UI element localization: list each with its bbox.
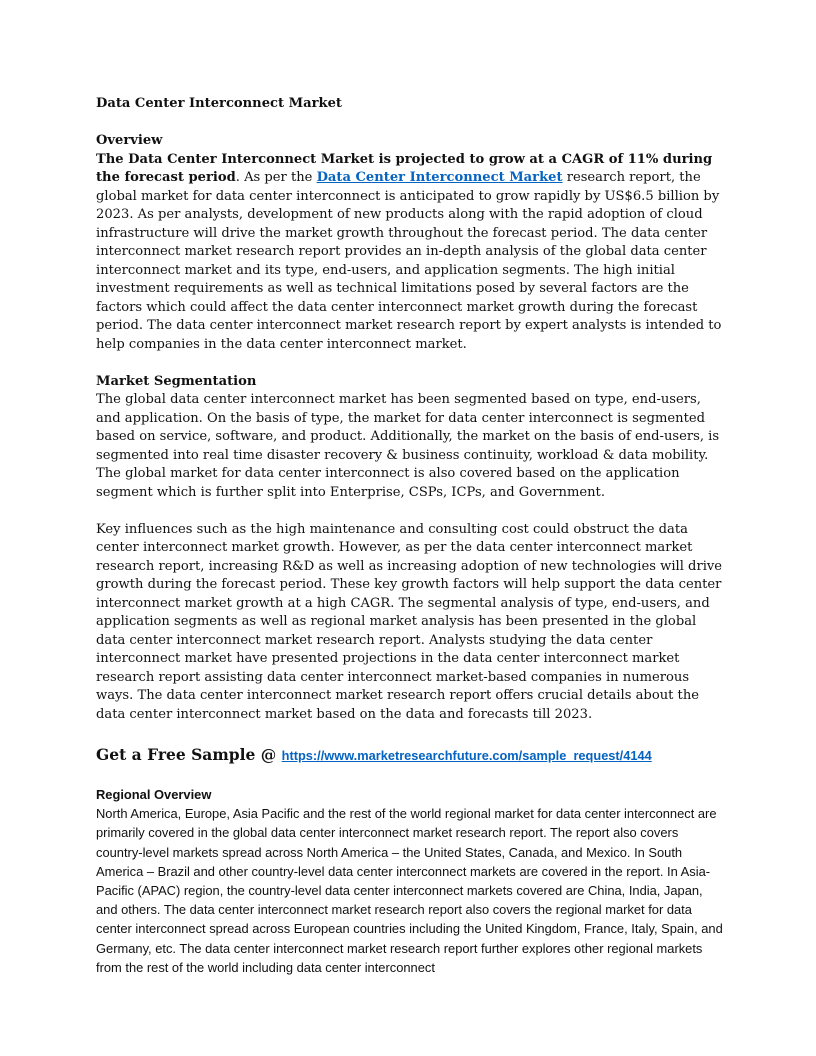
document-page — [96, 95, 724, 977]
regional-paragraph: North America, Europe, Asia Pacific and the rest of the world regional market for data center interconnect are primarily covered in the global data center interconnect market research report. The report also covers country-level markets spread across North America – the United States, Canada, and Mexico. In South America – Brazil and other country-level data center interconnect markets are covered in the report. In Asia-Pacific (APAC) region, the country-level data center interconnect markets covered are China, India, Japan, and others. The data center interconnect market research report also covers the regional market for data center interconnect spread across European countries including the United Kingdom, France, Italy, Spain, and Germany, etc. The data center interconnect market research report further explores other regional markets from the rest of the world including data center interconnect — [96, 806, 723, 975]
overview-paragraph — [96, 151, 724, 355]
overview-section — [96, 132, 724, 354]
document-title: Data Center Interconnect Market — [96, 96, 342, 111]
overview-lead: The Data Center Interconnect Market is projected to grow at a CAGR of 11% during the forecast period — [96, 151, 713, 185]
spacer — [96, 114, 724, 133]
spacer — [96, 502, 724, 521]
regional-section — [96, 785, 724, 977]
regional-heading: Regional Overview — [96, 787, 212, 802]
market-report-link[interactable]: Data Center Interconnect Market — [316, 170, 563, 185]
overview-heading: Overview — [96, 133, 163, 148]
free-sample-line — [96, 744, 724, 767]
segmentation-paragraph-2: Key influences such as the high maintenance and consulting cost could obstruct the data center interconnect market growth. However, as per the data center interconnect market research report, increasing R&D as well as increasing adoption of new technologies will drive growth during the forecast period. These key growth factors will help support the data center interconnect market growth at a high CAGR. The segmental analysis of type, end-users, and application segments as well as regional market analysis has been presented in the global data center interconnect market research report. Analysts studying the data center interconnect market have presented projections in the data center interconnect market research report assisting data center interconnect market-based companies in numerous ways. The data center interconnect market research report offers crucial details about the data center interconnect market based on the data and forecasts till 2023. — [96, 521, 723, 722]
segmentation-heading: Market Segmentation — [96, 373, 257, 389]
sample-request-link[interactable]: https://www.marketresearchfuture.com/sample_request/4144 — [281, 748, 652, 763]
segmentation-paragraph-1: The global data center interconnect market has been segmented based on type, end-users, and application. On the basis of type, the market for data center interconnect is segmented based on service, software, and product. Additionally, the market on the basis of end-users, is segmented into real time disaster recovery & business continuity, workload & data mobility. The global market for data center interconnect is also covered based on the application segment which is further split into Enterprise, CSPs, ICPs, and Government. — [96, 392, 720, 500]
spacer — [96, 354, 724, 373]
segmentation-section — [96, 373, 724, 725]
overview-text-after-link: research report, the global market for data center interconnect is anticipated to grow rapidly by US$6.5 billion by 2023. As per analysts, development of new products along with the rapid adoption of cloud infrastructure will drive the market growth throughout the forecast period. The data center interconnect market research report provides an in-depth analysis of the global data center interconnect market and its type, end-users, and application segments. The high initial investment requirements as well as technical limitations posed by several factors are the factors which could affect the data center interconnect market growth during the forecast period. The data center interconnect market research report by expert analysts is intended to help companies in the data center interconnect market. — [96, 170, 722, 352]
overview-text-before-link: . As per the — [235, 170, 317, 185]
free-sample-label: Get a Free Sample @ — [96, 745, 282, 764]
